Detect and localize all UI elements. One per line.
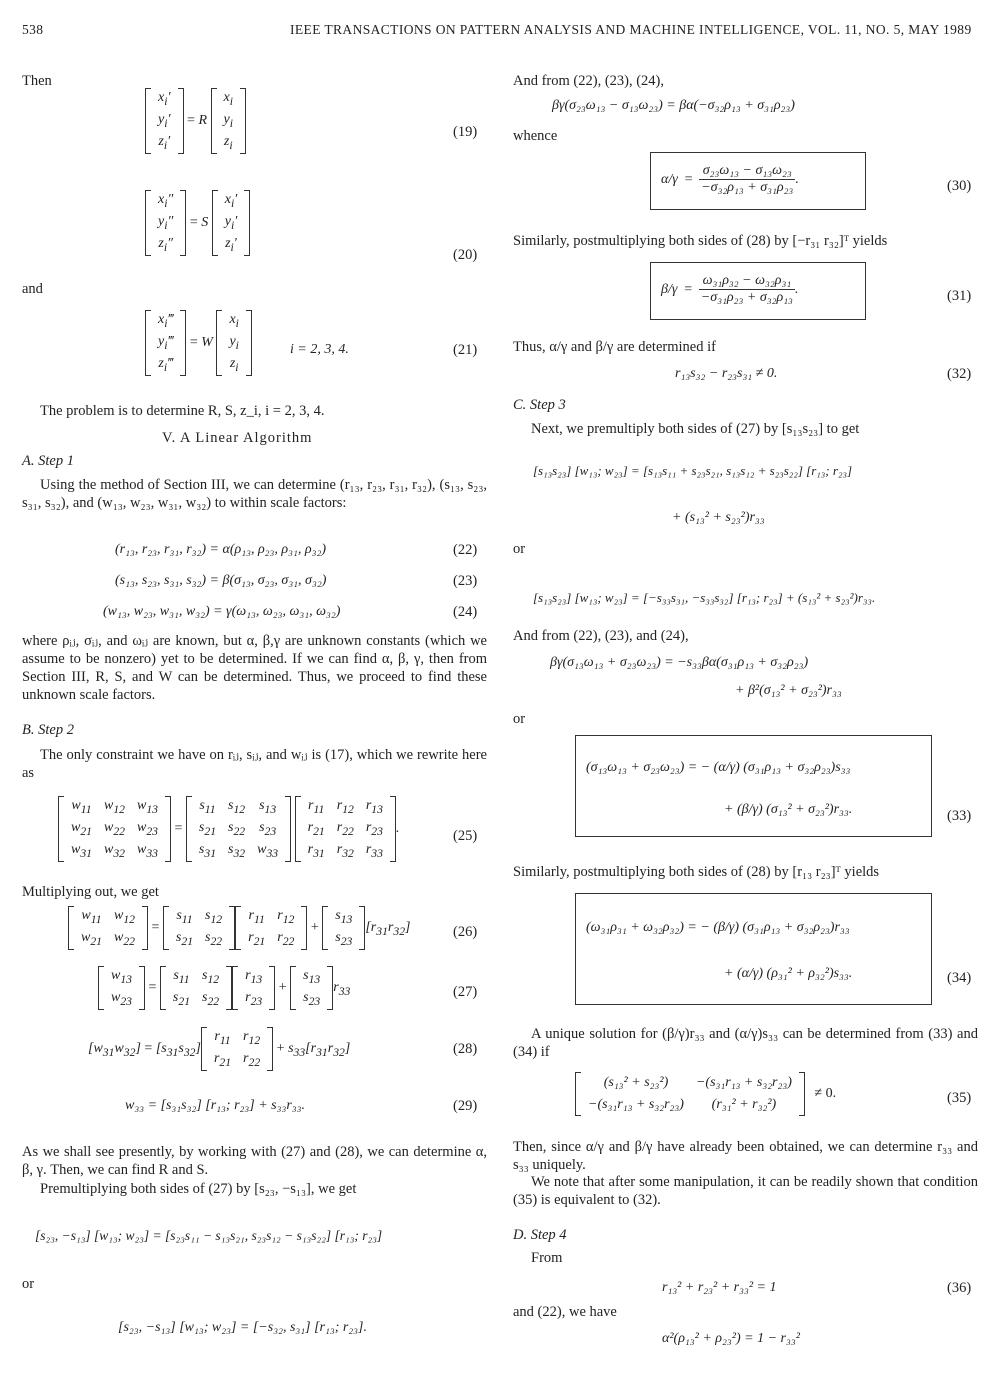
equation-19: $x_i'$ $y_i'$ $z_i'$ = R $x_i$ $y_i$ $z_i$ <box>145 88 246 154</box>
equation-28-number: (28) <box>453 1041 478 1057</box>
equation-35-r2c1: −(s₃₁r₁₃ + s₃₂r₂₃) <box>588 1097 684 1112</box>
equation-32-number: (32) <box>947 366 972 382</box>
whence-label: whence <box>513 128 558 144</box>
and-22-line: and (22), we have <box>513 1304 617 1320</box>
equation-25-number: (25) <box>453 828 478 844</box>
equation-31-number: (31) <box>947 288 972 304</box>
equation-33-box <box>575 735 932 837</box>
equation-31-numerator: ω₃₁ρ₃₂ − ω₃₂ρ₃₁ <box>699 273 795 290</box>
equation-30-box: α/γ = $\frac{\text{σ₂₃ω₁₃ − σ₁₃ω₂₃}}{\text{−σ₃₂ρ₁₃ + σ₃₁ρ₂₃}}$ . <box>650 152 866 210</box>
equation-premultiply-2: [s₂₃, −s₁₃] [w₁₃; w₂₃] = [−s₃₂, s₃₁] [r₁₃; r₂₃]. <box>118 1320 367 1335</box>
step-1-heading: A. Step 1 <box>22 453 74 469</box>
step-2-paragraph: The only constraint we have on rᵢⱼ, sᵢⱼ, and wᵢⱼ is (17), which we rewrite here as <box>22 747 487 781</box>
equation-30-denominator: −σ₃₂ρ₁₃ + σ₃₁ρ₂₃ <box>701 180 794 195</box>
equation-26-number: (26) <box>453 924 478 940</box>
and-from-line-1: And from (22), (23), (24), <box>513 73 665 89</box>
equation-step3-3a: βγ(σ₁₃ω₁₃ + σ₂₃ω₂₃) = −s₃₃βα(σ₃₁ρ₁₃ + σ₃₂ρ₂₃) <box>550 655 809 670</box>
equation-31-denominator: −σ₃₁ρ₂₃ + σ₃₂ρ₁₃ <box>700 290 793 305</box>
premultiply-paragraph: Premultiplying both sides of (27) by [s₂₃, −s₁₃], we get <box>40 1181 357 1197</box>
equation-30-numerator: σ₂₃ω₁₃ − σ₁₃ω₂₃ <box>699 163 795 180</box>
step-3-paragraph: Next, we premultiply both sides of (27) by [s₁₃s₂₃] to get <box>531 421 860 437</box>
equation-35-rhs: ≠ 0. <box>814 1086 837 1102</box>
then-since-paragraph: Then, since α/γ and β/γ have already been obtained, we can determine r₃₃ and s₃₃ uniquely. <box>513 1139 978 1173</box>
equation-22-number: (22) <box>453 542 478 558</box>
or-label-right-2: or <box>513 711 526 727</box>
running-title: IEEE TRANSACTIONS ON PATTERN ANALYSIS AND MACHINE INTELLIGENCE, VOL. 11, NO. 5, MAY 1989 <box>290 22 972 37</box>
equation-33-line-2: + (β/γ) (σ₁₃² + σ₂₃²)r₃₃. <box>724 802 853 817</box>
equation-33-line-1: (σ₁₃ω₁₃ + σ₂₃ω₂₃) = − (α/γ) (σ₃₁ρ₁₃ + σ₃₂ρ₂₃)s₃₃ <box>586 760 851 775</box>
then-label: Then <box>22 73 52 89</box>
note-paragraph: We note that after some manipulation, it can be readily shown that condition (35) is equivalent to (32). <box>513 1174 978 1208</box>
equation-step3-2: [s₁₃s₂₃] [w₁₃; w₂₃] = [−s₃₃s₃₁, −s₃₃s₃₂] [r₁₃; r₂₃] + (s₁₃² + s₂₃²)r₃₃. <box>533 590 876 605</box>
and-from-line-2: And from (22), (23), and (24), <box>513 628 689 644</box>
equation-35 <box>575 1072 836 1116</box>
equation-34-line-2: + (α/γ) (ρ₃₁² + ρ₃₂²)s₃₃. <box>724 966 853 981</box>
equation-step3-1a: [s₁₃s₂₃] [w₁₃; w₂₃] = [s₁₃s₁₁ + s₂₃s₂₁, s₁₃s₁₂ + s₂₃s₂₂] [r₁₃; r₂₃] <box>533 463 853 478</box>
equation-24-number: (24) <box>453 604 478 620</box>
equation-29: w₃₃ = [s₃₁s₃₂] [r₁₃; r₂₃] + s₃₃r₃₃. <box>125 1098 306 1113</box>
similarly-line-1: Similarly, postmultiplying both sides of (28) by [−r₃₁ r₃₂]ᵀ yields <box>513 233 888 249</box>
equation-27: $w_{13}$ $w_{23}$ = $s_{11}$ $s_{12}$ $s_{21}$ $s_{22}$ $r_{13}$ $r_{23}$ + $s_{13}$ $s_{23}$ $r_{33}$ <box>98 966 350 1010</box>
equation-premultiply-1: [s₂₃, −s₁₃] [w₁₃; w₂₃] = [s₂₃s₁₁ − s₁₃s₂₁, s₂₃s₁₂ − s₁₃s₂₂] [r₁₃; r₂₃] <box>35 1228 383 1243</box>
thus-line: Thus, α/γ and β/γ are determined if <box>513 339 716 355</box>
and-label: and <box>22 281 43 297</box>
equation-step3-1b: + (s₁₃² + s₂₃²)r₃₃ <box>672 510 765 525</box>
equation-27-number: (27) <box>453 984 478 1000</box>
equation-21-condition: i = 2, 3, 4. <box>290 342 349 357</box>
equation-30-lhs: α/γ <box>661 171 678 187</box>
equation-21: $x_i‴$ $y_i‴$ $z_i‴$ = W $x_i$ $y_i$ $z_i$ <box>145 310 252 376</box>
equation-28: $[w_{31}w_{32}] = [s_{31}s_{32}]$ $r_{11}$ $r_{12}$ $r_{21}$ $r_{22}$ + $s_{33}[r_{31}r_{32}]$ <box>88 1027 350 1071</box>
or-label-right-1: or <box>513 541 526 557</box>
equation-34-line-1: (ω₃₁ρ₃₁ + ω₃₂ρ₃₂) = − (β/γ) (σ₃₁ρ₁₃ + σ₃₂ρ₂₃)r₃₃ <box>586 920 850 935</box>
equation-34-box <box>575 893 932 1005</box>
equation-last: α²(ρ₁₃² + ρ₂₃²) = 1 − r₃₃² <box>662 1331 800 1346</box>
step-3-heading: C. Step 3 <box>513 397 566 413</box>
equation-19-number: (19) <box>453 124 478 140</box>
section-title: V. A Linear Algorithm <box>162 430 313 446</box>
problem-sentence: The problem is to determine R, S, z_i, i = 2, 3, 4. <box>40 403 325 419</box>
from-label: From <box>531 1250 563 1266</box>
or-label-left: or <box>22 1276 35 1292</box>
equation-32: r₁₃s₃₂ − r₂₃s₃₁ ≠ 0. <box>675 366 778 381</box>
step-1-paragraph: Using the method of Section III, we can determine (r₁₃, r₂₃, r₃₁, r₃₂), (s₁₃, s₂₃, s₃₁, s₃₂), and (w₁₃, w₂₃, w₃₁, w₃₂) to within scale factors: <box>22 477 487 511</box>
equation-30-number: (30) <box>947 178 972 194</box>
equation-35-r2c2: (r₃₁² + r₃₂²) <box>711 1097 777 1112</box>
equation-36-number: (36) <box>947 1280 972 1296</box>
step-4-heading: D. Step 4 <box>513 1227 567 1243</box>
equation-29-number: (29) <box>453 1098 478 1114</box>
equation-beta-gamma: βγ(σ₂₃ω₁₃ − σ₁₃ω₂₃) = βα(−σ₃₂ρ₁₃ + σ₃₁ρ₂₃) <box>552 98 795 113</box>
equation-20: $x_i''$ $y_i''$ $z_i''$ = S $x_i'$ $y_i'$ $z_i'$ <box>145 190 250 256</box>
equation-26: $w_{11}$ $w_{12}$ $w_{21}$ $w_{22}$ = $s_{11}$ $s_{12}$ $s_{21}$ $s_{22}$ $r_{11}$ $r_{12}$ $r_{21}$ $r_{22}$ + $s_{13}$ $s_{23}$ $[r_{31}r_{32}]$ <box>68 906 410 950</box>
multiplying-out-label: Multiplying out, we get <box>22 884 159 900</box>
equation-36: r₁₃² + r₂₃² + r₃₃² = 1 <box>662 1280 777 1295</box>
equation-23-number: (23) <box>453 573 478 589</box>
page-number: 538 <box>22 22 44 37</box>
unknowns-paragraph: where ρᵢⱼ, σᵢⱼ, and ωᵢⱼ are known, but α, β,γ are unknown constants (which we assume to be nonzero) yet to be determined. If we can find α, β, γ, then from Section III, R, S, and W can be determined. Thus, we proceed to find these unknown scale factors. <box>22 633 487 703</box>
unique-solution-paragraph: A unique solution for (β/γ)r₃₃ and (α/γ)s₃₃ can be determined from (33) and (34) if <box>513 1026 978 1060</box>
similarly-line-2: Similarly, postmultiplying both sides of (28) by [r₁₃ r₂₃]ᵀ yields <box>513 864 880 880</box>
step-2-heading: B. Step 2 <box>22 722 74 738</box>
equation-24: (w₁₃, w₂₃, w₃₁, w₃₂) = γ(ω₁₃, ω₂₃, ω₃₁, ω₃₂) <box>103 604 341 619</box>
presently-paragraph: As we shall see presently, by working with (27) and (28), we can determine α, β, γ. Then, we can find R and S. <box>22 1144 487 1178</box>
equation-31-lhs: β/γ <box>661 281 678 297</box>
running-header <box>22 22 978 46</box>
equation-35-r1c2: −(s₃₁r₁₃ + s₃₂r₂₃) <box>695 1075 792 1090</box>
equation-21-number: (21) <box>453 342 478 358</box>
equation-23: (s₁₃, s₂₃, s₃₁, s₃₂) = β(σ₁₃, σ₂₃, σ₃₁, σ₃₂) <box>115 573 327 588</box>
equation-step3-3b: + β²(σ₁₃² + σ₂₃²)r₃₃ <box>735 683 842 698</box>
equation-31-box: β/γ = $\frac{\text{ω₃₁ρ₃₂ − ω₃₂ρ₃₁}}{\text{−σ₃₁ρ₂₃ + σ₃₂ρ₁₃}}$ . <box>650 262 866 320</box>
equation-34-number: (34) <box>947 970 972 986</box>
equation-33-number: (33) <box>947 808 972 824</box>
equation-25: $w_{11}$ $w_{12}$ $w_{13}$ $w_{21}$ $w_{22}$ $w_{23}$ $w_{31}$ $w_{32}$ $w_{33}$ = $s_{11}$ $s_{12}$ $s_{13}$ $s_{21}$ $s_{22}$ $s_{23}$ $s_{31}$ $s_{32}$ $w_{33}$ $r_{11}$ $r_{12}$ $r_{13}$ $r_{21}$ $r_{22}$ $r_{23}$ $r_{31}$ $r_{32}$ $r_{33}$ . <box>58 796 399 862</box>
equation-20-number: (20) <box>453 247 478 263</box>
equation-35-r1c1: (s₁₃² + s₂₃²) <box>603 1075 669 1090</box>
equation-35-number: (35) <box>947 1090 972 1106</box>
equation-22: (r₁₃, r₂₃, r₃₁, r₃₂) = α(ρ₁₃, ρ₂₃, ρ₃₁, ρ₃₂) <box>115 542 326 557</box>
